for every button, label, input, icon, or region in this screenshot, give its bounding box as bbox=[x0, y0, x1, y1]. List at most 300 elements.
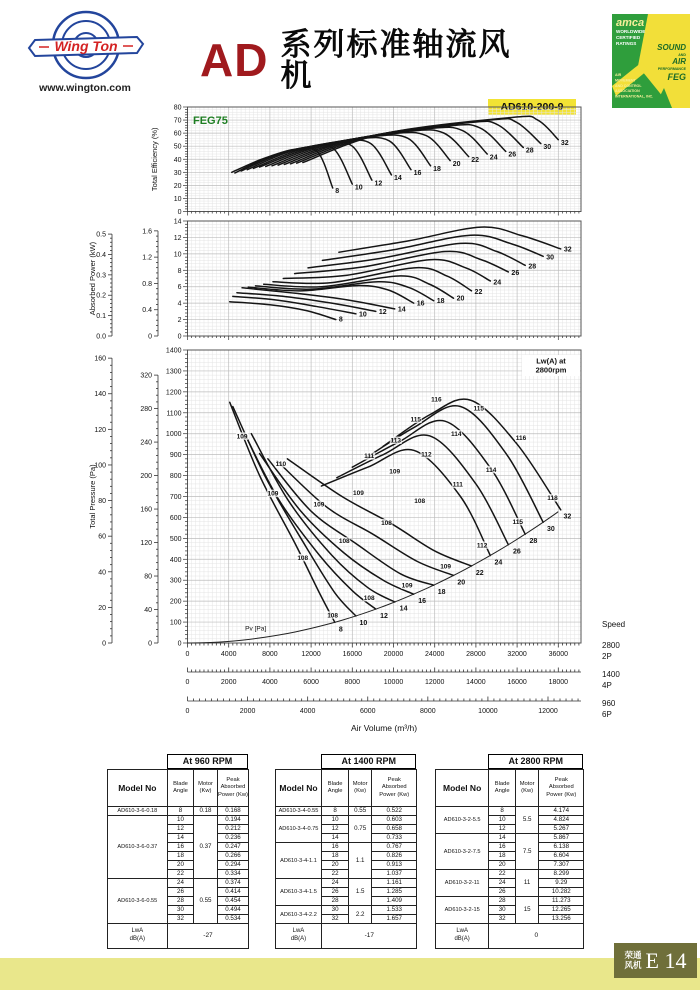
svg-text:1400: 1400 bbox=[165, 347, 182, 355]
svg-text:12: 12 bbox=[173, 234, 182, 242]
secondary-scale-1400 bbox=[154, 231, 158, 336]
peak-power-cell: 13.256 bbox=[539, 915, 584, 924]
svg-text:28: 28 bbox=[528, 263, 537, 271]
svg-text:Absorbed Power (kW): Absorbed Power (kW) bbox=[88, 241, 97, 316]
peak-power-cell: 0.767 bbox=[372, 843, 417, 852]
peak-power-cell: 10.282 bbox=[539, 888, 584, 897]
motor-kw-cell: 2.2 bbox=[348, 906, 371, 924]
svg-text:112: 112 bbox=[476, 542, 488, 550]
svg-text:24000: 24000 bbox=[424, 651, 445, 658]
model-no-cell: AD610-3-4-1.5 bbox=[275, 879, 322, 906]
svg-text:8: 8 bbox=[338, 316, 343, 324]
blade-angle-cell: 22 bbox=[489, 870, 516, 879]
svg-text:32000: 32000 bbox=[507, 651, 527, 658]
svg-text:118: 118 bbox=[547, 495, 558, 503]
svg-text:INTERNATIONAL, INC.: INTERNATIONAL, INC. bbox=[615, 94, 654, 99]
col-header-model: Model No bbox=[275, 770, 322, 807]
peak-power-cell: 6.138 bbox=[539, 843, 584, 852]
table-row bbox=[436, 870, 584, 879]
svg-text:0: 0 bbox=[148, 333, 152, 341]
svg-text:Air Volume (m³/h): Air Volume (m³/h) bbox=[350, 723, 418, 733]
svg-text:320: 320 bbox=[140, 372, 152, 380]
svg-text:1200: 1200 bbox=[165, 389, 182, 397]
svg-text:160: 160 bbox=[140, 506, 152, 514]
svg-text:8: 8 bbox=[338, 626, 343, 634]
peak-power-cell: 0.603 bbox=[372, 816, 417, 825]
model-no-cell: AD610-3-6-0.37 bbox=[107, 816, 167, 879]
blade-angle-cell: 32 bbox=[489, 915, 516, 924]
peak-power-cell: 0.334 bbox=[217, 870, 248, 879]
blade-angle-cell: 26 bbox=[322, 888, 349, 897]
peak-power-cell: 0.454 bbox=[217, 897, 248, 906]
motor-kw-cell: 0.37 bbox=[193, 816, 217, 879]
svg-text:12000: 12000 bbox=[424, 679, 445, 686]
svg-text:50: 50 bbox=[173, 143, 182, 151]
svg-text:113: 113 bbox=[390, 437, 402, 445]
peak-power-cell: 0.534 bbox=[217, 915, 248, 924]
wington-logo bbox=[25, 8, 147, 82]
motor-kw-cell: 11 bbox=[515, 870, 538, 897]
svg-text:12000: 12000 bbox=[538, 708, 558, 715]
col-header-peak-power: Peak Absorbed Power (Kw) bbox=[217, 770, 248, 807]
svg-text:120: 120 bbox=[140, 540, 152, 548]
svg-text:14: 14 bbox=[397, 306, 406, 314]
col-header-model: Model No bbox=[436, 770, 489, 807]
peak-power-cell: 0.266 bbox=[217, 852, 248, 861]
svg-text:30: 30 bbox=[546, 254, 555, 262]
svg-text:16: 16 bbox=[413, 169, 422, 177]
blade-angle-cell: 28 bbox=[489, 897, 516, 906]
motor-kw-cell: 15 bbox=[515, 897, 538, 924]
svg-text:108: 108 bbox=[414, 497, 426, 505]
blade-angle-cell: 24 bbox=[489, 879, 516, 888]
table-row bbox=[436, 897, 584, 906]
svg-text:500: 500 bbox=[169, 535, 182, 543]
svg-text:4000: 4000 bbox=[299, 708, 316, 715]
svg-text:20: 20 bbox=[457, 579, 466, 587]
svg-text:22: 22 bbox=[471, 156, 480, 164]
grid-minor bbox=[188, 221, 582, 336]
model-no-cell: AD610-3-2-5.5 bbox=[436, 807, 489, 834]
svg-text:115: 115 bbox=[473, 405, 485, 413]
power-curve-8 bbox=[230, 302, 336, 320]
svg-text:10: 10 bbox=[173, 195, 182, 203]
blade-angle-cell: 30 bbox=[167, 906, 193, 915]
svg-text:2000: 2000 bbox=[220, 679, 237, 686]
model-no-cell: AD610-3-6-0.55 bbox=[107, 879, 167, 924]
plot-power bbox=[88, 219, 581, 341]
svg-text:16: 16 bbox=[418, 597, 427, 605]
svg-text:4000: 4000 bbox=[262, 679, 278, 686]
blade-angle-cell: 14 bbox=[489, 834, 516, 843]
peak-power-cell: 8.299 bbox=[539, 870, 584, 879]
peak-power-cell: 9.29 bbox=[539, 879, 584, 888]
svg-text:100: 100 bbox=[94, 462, 106, 470]
svg-text:0.1: 0.1 bbox=[96, 313, 106, 321]
svg-text:18: 18 bbox=[436, 298, 445, 306]
svg-text:111: 111 bbox=[364, 453, 375, 461]
svg-text:6: 6 bbox=[177, 284, 182, 292]
website-url[interactable]: www.wington.com bbox=[39, 82, 131, 94]
secondary-scale-960 bbox=[108, 358, 112, 643]
blade-angle-cell: 28 bbox=[322, 897, 349, 906]
svg-text:28000: 28000 bbox=[466, 651, 486, 658]
spec-table-1400rpm bbox=[275, 769, 418, 949]
table-row bbox=[107, 816, 248, 825]
svg-text:116: 116 bbox=[515, 434, 527, 442]
svg-text:AIR: AIR bbox=[615, 73, 622, 77]
grid-major bbox=[188, 221, 582, 336]
svg-text:900: 900 bbox=[169, 452, 182, 460]
blade-angle-cell: 18 bbox=[322, 852, 349, 861]
y-axis-ticks bbox=[183, 107, 188, 212]
table-row bbox=[107, 807, 248, 816]
svg-text:0.3: 0.3 bbox=[96, 272, 106, 280]
blade-angle-cell: 24 bbox=[322, 879, 349, 888]
svg-text:26: 26 bbox=[512, 548, 521, 556]
svg-text:8: 8 bbox=[177, 267, 182, 275]
svg-text:0: 0 bbox=[177, 640, 182, 648]
svg-text:AND: AND bbox=[678, 53, 686, 57]
blade-angle-cell: 18 bbox=[167, 852, 193, 861]
plot-border bbox=[188, 221, 582, 336]
blade-angle-cell: 22 bbox=[322, 870, 349, 879]
svg-text:300: 300 bbox=[169, 577, 182, 585]
rpm-table-title-0: At 960 RPM bbox=[167, 754, 248, 769]
svg-text:0.5: 0.5 bbox=[96, 231, 106, 239]
peak-power-cell: 1.037 bbox=[372, 870, 417, 879]
svg-text:10: 10 bbox=[358, 311, 367, 319]
col-header-model: Model No bbox=[107, 770, 167, 807]
svg-text:AIR: AIR bbox=[672, 57, 686, 66]
blade-angle-cell: 22 bbox=[167, 870, 193, 879]
svg-text:109: 109 bbox=[267, 490, 279, 498]
motor-kw-cell: 0.55 bbox=[348, 807, 371, 816]
svg-text:60: 60 bbox=[98, 533, 106, 541]
svg-text:115: 115 bbox=[410, 416, 421, 424]
model-number-tag[interactable]: AD610-200-9 bbox=[488, 99, 576, 115]
svg-text:32: 32 bbox=[563, 246, 572, 254]
peak-power-cell: 0.658 bbox=[372, 825, 417, 834]
svg-text:0: 0 bbox=[185, 679, 190, 686]
svg-text:Lw(A) at: Lw(A) at bbox=[536, 356, 566, 366]
svg-text:6000: 6000 bbox=[359, 708, 376, 715]
svg-text:0.4: 0.4 bbox=[96, 251, 106, 259]
svg-text:200: 200 bbox=[140, 473, 152, 481]
svg-text:FEG75: FEG75 bbox=[193, 115, 228, 127]
peak-power-cell: 5.267 bbox=[539, 825, 584, 834]
peak-power-cell: 0.826 bbox=[372, 852, 417, 861]
svg-text:6000: 6000 bbox=[303, 679, 319, 686]
bottom-color-band bbox=[0, 958, 700, 990]
peak-power-cell: 0.236 bbox=[217, 834, 248, 843]
svg-text:1100: 1100 bbox=[166, 410, 182, 418]
blade-angle-cell: 26 bbox=[167, 888, 193, 897]
peak-power-cell: 6.604 bbox=[539, 852, 584, 861]
svg-text:109: 109 bbox=[440, 563, 452, 571]
svg-text:80: 80 bbox=[144, 573, 152, 581]
col-header-motor: Motor (Kw) bbox=[193, 770, 217, 807]
svg-text:1.2: 1.2 bbox=[142, 254, 152, 262]
svg-text:2P: 2P bbox=[602, 652, 612, 661]
svg-text:Pv [Pa]: Pv [Pa] bbox=[245, 625, 267, 633]
peak-power-cell: 1.409 bbox=[372, 897, 417, 906]
plot-efficiency bbox=[150, 105, 581, 217]
svg-text:109: 109 bbox=[236, 433, 248, 441]
svg-text:SOUND: SOUND bbox=[657, 43, 686, 52]
x-axis-960rpm bbox=[186, 697, 616, 720]
svg-text:0: 0 bbox=[148, 640, 152, 648]
svg-text:16000: 16000 bbox=[507, 679, 527, 686]
svg-text:6P: 6P bbox=[602, 710, 612, 719]
model-no-cell: AD610-3-2-7.5 bbox=[436, 834, 489, 870]
svg-text:20: 20 bbox=[173, 182, 182, 190]
blade-angle-cell: 32 bbox=[322, 915, 349, 924]
grid-major bbox=[188, 350, 582, 643]
col-header-blade-angle: Blade Angle bbox=[322, 770, 349, 807]
peak-power-cell: 11.273 bbox=[539, 897, 584, 906]
svg-text:Total Pressure (Pa): Total Pressure (Pa) bbox=[88, 464, 97, 529]
spec-table-960rpm bbox=[107, 769, 249, 949]
svg-text:18: 18 bbox=[437, 588, 446, 596]
svg-text:26: 26 bbox=[511, 270, 520, 278]
blade-angle-cell: 8 bbox=[167, 807, 193, 816]
badge-feg-text: FEG bbox=[667, 72, 686, 82]
svg-text:108: 108 bbox=[327, 612, 339, 620]
table-row bbox=[275, 843, 417, 852]
svg-text:280: 280 bbox=[140, 406, 152, 414]
blade-angle-cell: 28 bbox=[167, 897, 193, 906]
svg-text:8000: 8000 bbox=[420, 708, 436, 715]
svg-text:109: 109 bbox=[389, 468, 401, 476]
blade-angle-cell: 12 bbox=[489, 825, 516, 834]
svg-text:240: 240 bbox=[140, 439, 152, 447]
svg-text:12: 12 bbox=[380, 612, 388, 620]
model-no-cell: AD610-3-2-15 bbox=[436, 897, 489, 924]
motor-kw-cell: 1.1 bbox=[348, 843, 371, 879]
logo-brand-text: Wing Ton bbox=[54, 38, 118, 54]
svg-text:700: 700 bbox=[169, 494, 182, 501]
blade-angle-cell: 8 bbox=[322, 807, 349, 816]
svg-text:18: 18 bbox=[433, 166, 441, 174]
svg-text:10000: 10000 bbox=[383, 679, 404, 686]
peak-power-cell: 12.265 bbox=[539, 906, 584, 915]
svg-text:4: 4 bbox=[177, 300, 182, 308]
svg-text:1.6: 1.6 bbox=[142, 228, 152, 236]
svg-text:140: 140 bbox=[94, 391, 106, 399]
peak-power-cell: 4.174 bbox=[539, 807, 584, 816]
blade-angle-cell: 32 bbox=[167, 915, 193, 924]
svg-text:0: 0 bbox=[177, 209, 182, 216]
spec-table-2800rpm bbox=[435, 769, 584, 949]
svg-text:14000: 14000 bbox=[466, 679, 486, 686]
model-no-cell: AD610-3-4-0.55 bbox=[275, 807, 322, 816]
svg-text:16000: 16000 bbox=[342, 651, 363, 658]
svg-text:20: 20 bbox=[456, 295, 465, 303]
blade-angle-cell: 10 bbox=[167, 816, 193, 825]
motor-kw-cell: 0.18 bbox=[193, 807, 217, 816]
blade-angle-cell: 12 bbox=[167, 825, 193, 834]
svg-text:Speed: Speed bbox=[602, 620, 626, 629]
svg-text:24: 24 bbox=[493, 279, 502, 287]
svg-text:8000: 8000 bbox=[262, 651, 278, 658]
svg-text:30: 30 bbox=[543, 143, 552, 151]
motor-kw-cell: 0.75 bbox=[348, 816, 371, 843]
svg-text:16: 16 bbox=[416, 300, 425, 308]
footer-brand: 荣通 风机 bbox=[624, 950, 642, 970]
svg-text:12: 12 bbox=[378, 308, 387, 316]
peak-power-cell: 0.522 bbox=[372, 807, 417, 816]
svg-text:RATINGS: RATINGS bbox=[616, 41, 637, 46]
svg-text:20: 20 bbox=[452, 160, 461, 168]
svg-text:110: 110 bbox=[275, 460, 287, 468]
svg-text:112: 112 bbox=[421, 451, 432, 459]
svg-text:32: 32 bbox=[560, 139, 569, 147]
svg-text:10: 10 bbox=[354, 184, 363, 192]
svg-text:10: 10 bbox=[173, 251, 182, 259]
svg-text:4P: 4P bbox=[602, 681, 612, 690]
svg-text:40: 40 bbox=[98, 569, 106, 577]
table-row bbox=[275, 807, 417, 816]
rpm-table-title-2: At 2800 RPM bbox=[488, 754, 583, 769]
svg-text:120: 120 bbox=[94, 426, 106, 434]
svg-text:ASSOCIATION: ASSOCIATION bbox=[615, 89, 640, 94]
blade-angle-cell: 18 bbox=[489, 852, 516, 861]
blade-angle-cell: 14 bbox=[322, 834, 349, 843]
blade-angle-cell: 8 bbox=[489, 807, 516, 816]
svg-text:36000: 36000 bbox=[548, 651, 569, 658]
svg-text:CERTIFIED: CERTIFIED bbox=[616, 35, 641, 40]
svg-text:12000: 12000 bbox=[301, 651, 321, 658]
svg-text:32: 32 bbox=[563, 513, 572, 521]
motor-kw-cell: 1.5 bbox=[348, 879, 371, 906]
x-axis-1400rpm bbox=[186, 668, 621, 691]
svg-text:80: 80 bbox=[98, 498, 106, 506]
model-no-cell: AD610-3-4-2.2 bbox=[275, 906, 322, 924]
rpm-table-title-1: At 1400 RPM bbox=[321, 754, 416, 769]
svg-text:80: 80 bbox=[173, 104, 182, 112]
svg-text:0: 0 bbox=[102, 640, 106, 648]
svg-text:2000: 2000 bbox=[239, 708, 256, 715]
table-row bbox=[436, 807, 584, 816]
peak-power-cell: 0.733 bbox=[372, 834, 417, 843]
secondary-scale-960 bbox=[108, 234, 112, 336]
svg-text:2: 2 bbox=[177, 317, 182, 325]
svg-text:14: 14 bbox=[394, 175, 402, 183]
svg-text:28: 28 bbox=[529, 537, 538, 545]
svg-text:Total Efficiency (%): Total Efficiency (%) bbox=[150, 127, 159, 192]
svg-text:28: 28 bbox=[525, 147, 534, 155]
table-row bbox=[275, 816, 417, 825]
peak-power-cell: 1.161 bbox=[372, 879, 417, 888]
badge-amca-text: amca bbox=[616, 17, 645, 29]
table-row bbox=[275, 906, 417, 915]
svg-text:1000: 1000 bbox=[165, 431, 182, 439]
svg-text:30: 30 bbox=[546, 526, 555, 534]
table-row bbox=[436, 834, 584, 843]
motor-kw-cell: 5.5 bbox=[515, 807, 538, 834]
peak-power-cell: 0.494 bbox=[217, 906, 248, 915]
blade-angle-cell: 20 bbox=[167, 861, 193, 870]
svg-text:114: 114 bbox=[450, 431, 462, 439]
svg-text:0: 0 bbox=[185, 708, 190, 715]
svg-text:8: 8 bbox=[335, 188, 340, 196]
x-ticks bbox=[188, 336, 579, 340]
model-no-cell: AD610-3-2-11 bbox=[436, 870, 489, 897]
peak-power-cell: 0.374 bbox=[217, 879, 248, 888]
table-row bbox=[107, 879, 248, 888]
svg-text:14: 14 bbox=[399, 605, 408, 613]
footer-page-box bbox=[614, 943, 697, 978]
title-series-code: AD bbox=[200, 34, 269, 86]
svg-text:100: 100 bbox=[169, 619, 182, 627]
model-no-cell: AD610-3-6-0.18 bbox=[107, 807, 167, 816]
blade-angle-cell: 20 bbox=[489, 861, 516, 870]
svg-text:40: 40 bbox=[173, 156, 182, 164]
svg-text:2800rpm: 2800rpm bbox=[535, 365, 567, 375]
svg-text:22: 22 bbox=[474, 289, 483, 297]
svg-text:114: 114 bbox=[485, 466, 497, 474]
svg-text:109: 109 bbox=[401, 582, 413, 590]
svg-text:960: 960 bbox=[602, 699, 616, 708]
x-axis-2800rpm bbox=[186, 641, 621, 661]
blade-angle-cell: 10 bbox=[489, 816, 516, 825]
blade-angle-cell: 16 bbox=[322, 843, 349, 852]
svg-text:70: 70 bbox=[173, 117, 182, 125]
blade-angle-cell: 16 bbox=[489, 843, 516, 852]
amca-certification-badge bbox=[612, 14, 690, 108]
lwa-value-cell: -27 bbox=[167, 924, 248, 949]
peak-power-cell: 1.533 bbox=[372, 906, 417, 915]
x-ticks bbox=[188, 212, 579, 216]
lwa-label-cell: LwA dB(A) bbox=[107, 924, 167, 949]
peak-power-cell: 1.285 bbox=[372, 888, 417, 897]
svg-text:1400: 1400 bbox=[602, 670, 620, 679]
peak-power-cell: 0.194 bbox=[217, 816, 248, 825]
svg-text:109: 109 bbox=[353, 489, 364, 497]
svg-text:115: 115 bbox=[512, 518, 523, 526]
svg-text:24: 24 bbox=[494, 559, 503, 567]
col-header-peak-power: Peak Absorbed Power (Kw) bbox=[372, 770, 417, 807]
svg-text:22: 22 bbox=[475, 569, 484, 577]
svg-text:14: 14 bbox=[173, 218, 182, 226]
y-axis-ticks bbox=[183, 350, 188, 643]
lwa-value-cell: 0 bbox=[489, 924, 584, 949]
peak-power-cell: 0.168 bbox=[217, 807, 248, 816]
motor-kw-cell: 7.5 bbox=[515, 834, 538, 870]
svg-text:60: 60 bbox=[173, 130, 182, 138]
svg-text:40: 40 bbox=[144, 607, 152, 615]
svg-text:10000: 10000 bbox=[478, 708, 498, 715]
blade-angle-cell: 30 bbox=[489, 906, 516, 915]
svg-text:24: 24 bbox=[489, 154, 498, 162]
title-chinese: 系列标准轴流风机 bbox=[280, 27, 512, 93]
svg-text:8000: 8000 bbox=[344, 679, 361, 686]
page-title bbox=[200, 27, 540, 93]
table-row bbox=[275, 879, 417, 888]
svg-text:MOVEMENT: MOVEMENT bbox=[615, 78, 636, 83]
svg-text:0.2: 0.2 bbox=[96, 292, 106, 300]
blade-angle-cell: 26 bbox=[489, 888, 516, 897]
blade-angle-cell: 12 bbox=[322, 825, 349, 834]
svg-text:200: 200 bbox=[169, 598, 182, 606]
col-header-peak-power: Peak Absorbed Power (Kw) bbox=[539, 770, 584, 807]
peak-power-cell: 5.867 bbox=[539, 834, 584, 843]
col-header-motor: Motor (Kw) bbox=[515, 770, 538, 807]
svg-text:800: 800 bbox=[169, 473, 182, 481]
col-header-motor: Motor (Kw) bbox=[348, 770, 371, 807]
secondary-scale-1400 bbox=[154, 375, 158, 643]
